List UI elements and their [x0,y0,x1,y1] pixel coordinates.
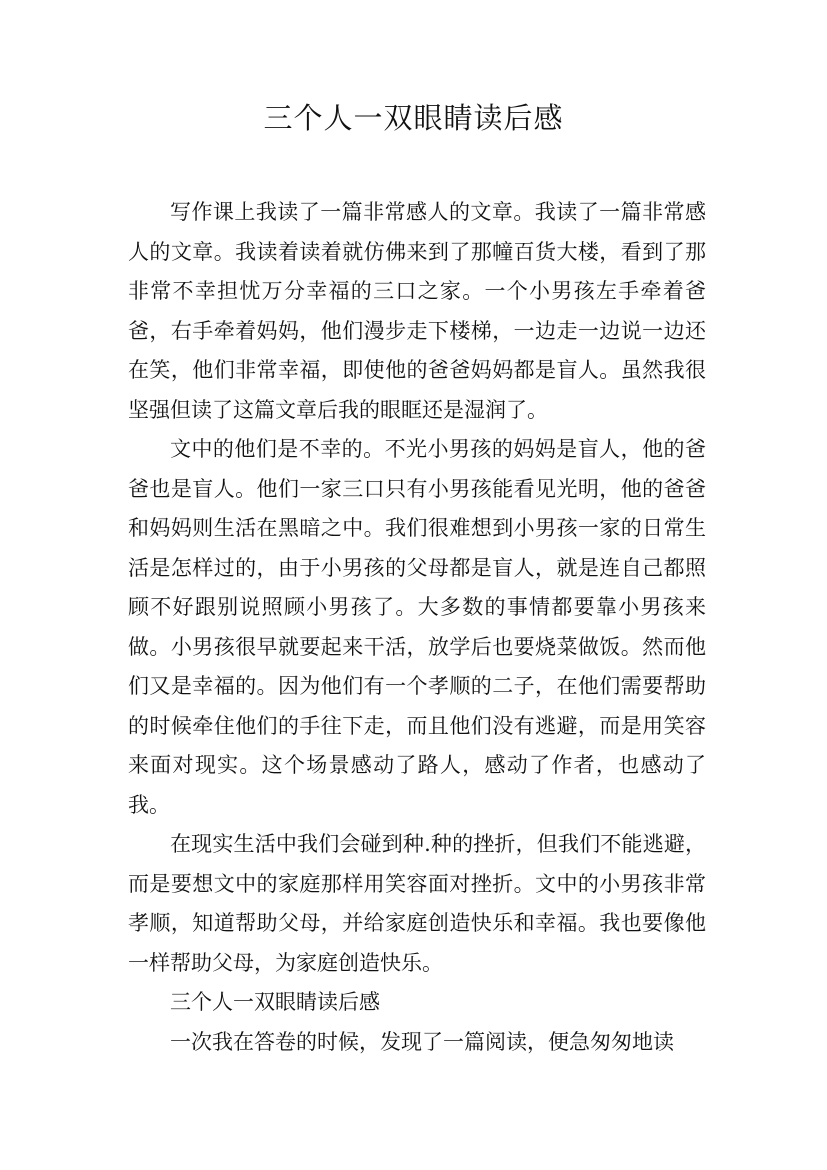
paragraph-1: 写作课上我读了一篇非常感人的文章。我读了一篇非常感人的文章。我读着读着就仿佛来到了那幢百货大楼，看到了那非常不幸担忧万分幸福的三口之家。一个小男孩左手牵着爸爸，右手牵着妈妈，他们漫步走下楼梯，一边走一边说一边还在笑，他们非常幸福，即使他的爸爸妈妈都是盲人。虽然我很坚强但读了这篇文章后我的眼眶还是湿润了。 [128,200,706,422]
paragraph-5: 一次我在答卷的时候，发现了一篇阅读，便急匆匆地读 [170,1029,674,1054]
document-body [128,193,706,1062]
paragraph-4-heading: 三个人一双眼睛读后感 [170,990,380,1014]
document-title: 三个人一双眼睛读后感 [263,101,564,135]
paragraph-2: 文中的他们是不幸的。不光小男孩的妈妈是盲人，他的爸爸也是盲人。他们一家三口只有小男孩能看见光明，他的爸爸和妈妈则生活在黑暗之中。我们很难想到小男孩一家的日常生活是怎样过的，由于小男孩的父母都是盲人，就是连自己都照顾不好跟别说照顾小男孩了。大多数的事情都要靠小男孩来做。小男孩很早就要起来干活，放学后也要烧菜做饭。然而他们又是幸福的。因为他们有一个孝顺的二子，在他们需要帮助的时候牵住他们的手往下走，而且他们没有逃避，而是用笑容来面对现实。这个场景感动了路人，感动了作者，也感动了我。 [128,437,706,817]
paragraph-3: 在现实生活中我们会碰到种.种的挫折，但我们不能逃避，而是要想文中的家庭那样用笑容面对挫折。文中的小男孩非常孝顺，知道帮助父母，并给家庭创造快乐和幸福。我也要像他一样帮助父母，为家庭创造快乐。 [128,832,706,975]
